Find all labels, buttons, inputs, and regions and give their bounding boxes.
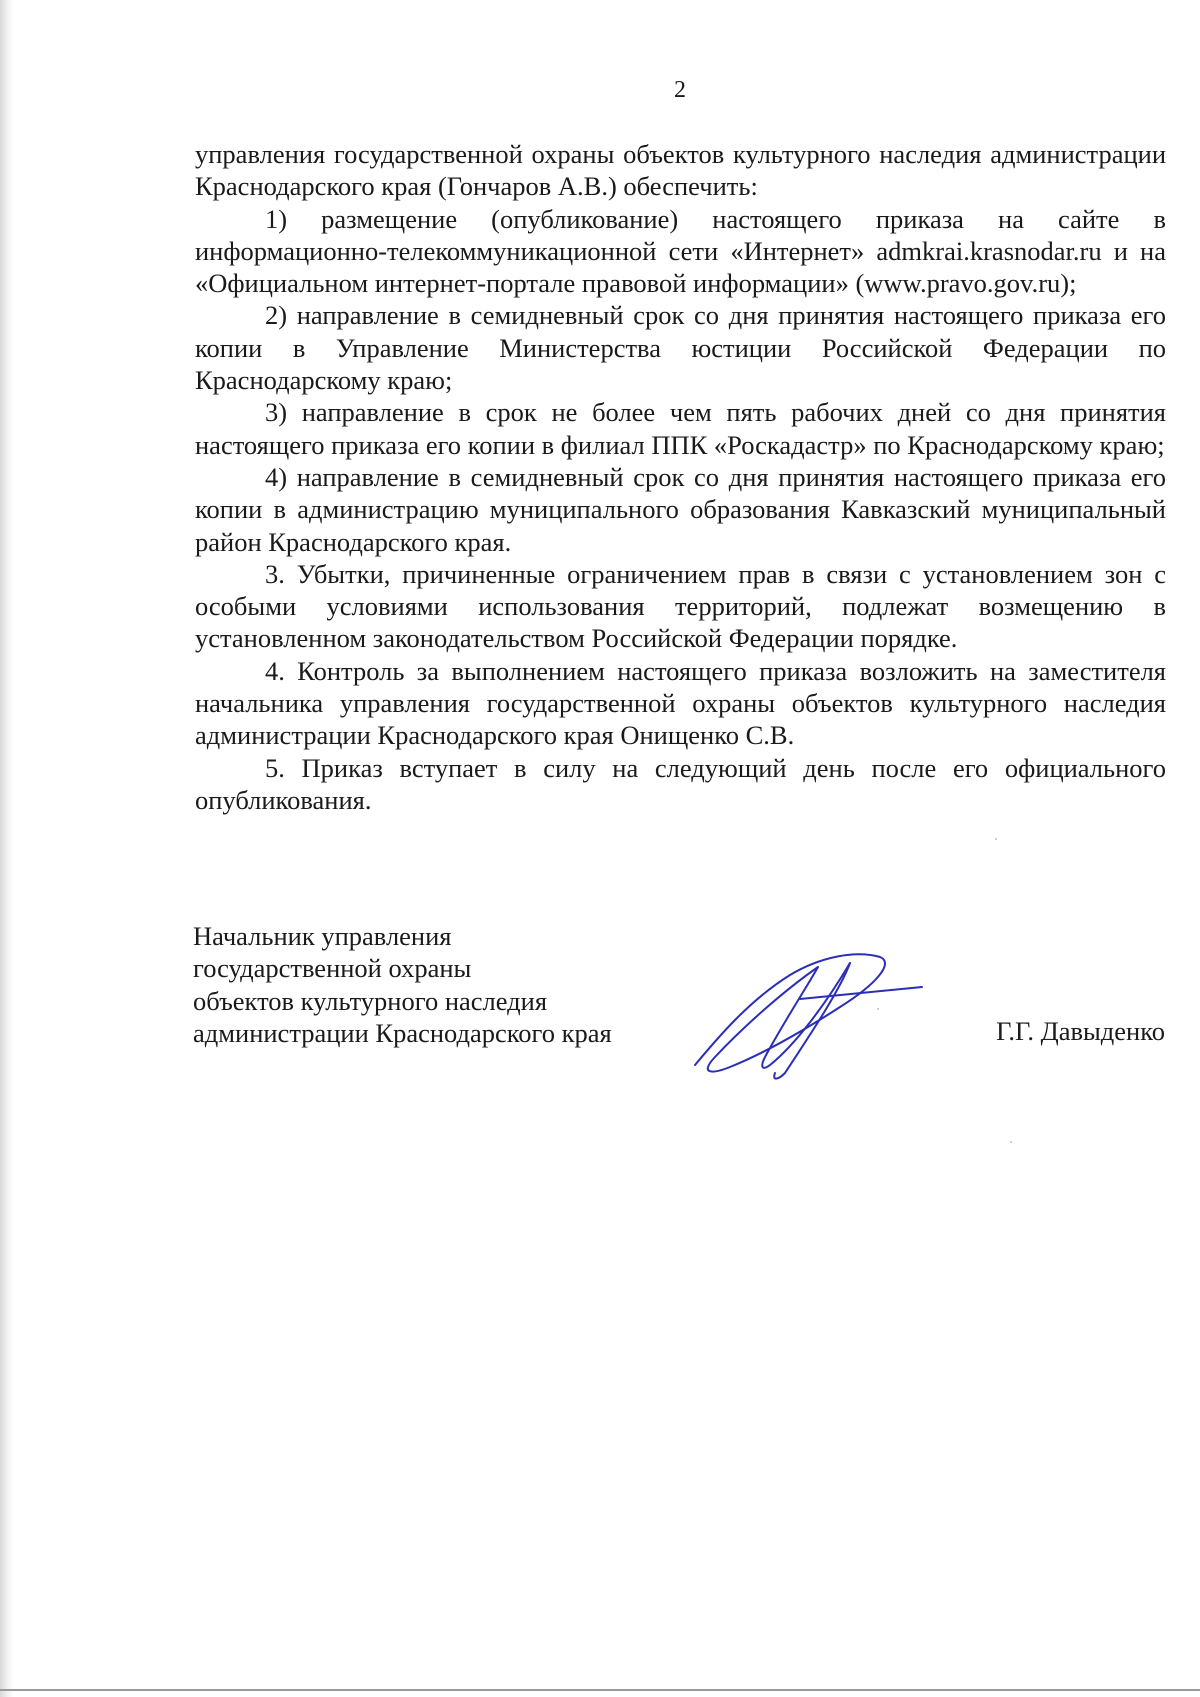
paragraph-clause-3: 3. Убытки, причиненные ограничением прав в связи с установлением зон с особыми условиями использования территорий, подлежат возмещению в установленном законодательством Российской Федерации порядке. (195, 558, 1166, 654)
scan-speck (1010, 1141, 1012, 1143)
document-body (195, 138, 1166, 816)
paragraph-item-4: 4) направление в семидневный срок со дня принятия настоящего приказа его копии в администрацию муниципального образования Кавказский муниципальный район Краснодарского края. (195, 461, 1166, 557)
signatory-position-line: администрации Краснодарского края (193, 1017, 612, 1048)
signatory-position-line: Начальник управления (193, 921, 452, 951)
signatory-position-line: государственной охраны (193, 953, 472, 984)
paragraph-clause-4: 4. Контроль за выполнением настоящего приказа возложить на заместителя начальника управления государственной охраны объектов культурного наследия администрации Краснодарского края Онищенко С.В. (195, 655, 1166, 751)
paragraph-item-3: 3) направление в срок не более чем пять рабочих дней со дня принятия настоящего приказа его копии в филиал ППК «Роскадастр» по Краснодарскому краю; (195, 397, 1166, 460)
signatory-position-line: объектов культурного наследия (193, 985, 548, 1016)
page-number: 2 (674, 77, 686, 103)
signature-stroke (762, 963, 850, 1068)
scan-speck (877, 1008, 879, 1010)
paragraph-item-1: 1) размещение (опубликование) настоящего приказа на сайте в информационно-телекоммуникационной сети «Интернет» admkrai.krasnodar.ru и на «Официальном интернет-портале правовой информации» (www.pravo.gov.ru); (195, 203, 1166, 299)
signature-stroke (800, 987, 922, 999)
signatory-name: Г.Г. Давыденко (996, 1016, 1165, 1046)
paragraph-intro: управления государственной охраны объектов культурного наследия администрации Краснодарского края (Гончаров А.В.) обеспечить: (195, 139, 1166, 202)
scan-speck (995, 838, 997, 840)
scan-left-edge (0, 0, 14, 1697)
signature-stroke (774, 1073, 785, 1079)
scan-bottom-edge (0, 1689, 1200, 1691)
handwritten-signature (690, 945, 930, 1085)
paragraph-item-2: 2) направление в семидневный срок со дня принятия настоящего приказа его копии в Управление Министерства юстиции Российской Федерации по Краснодарскому краю; (195, 300, 1166, 396)
paragraph-clause-5: 5. Приказ вступает в силу на следующий день после его официального опубликования. (195, 752, 1166, 815)
